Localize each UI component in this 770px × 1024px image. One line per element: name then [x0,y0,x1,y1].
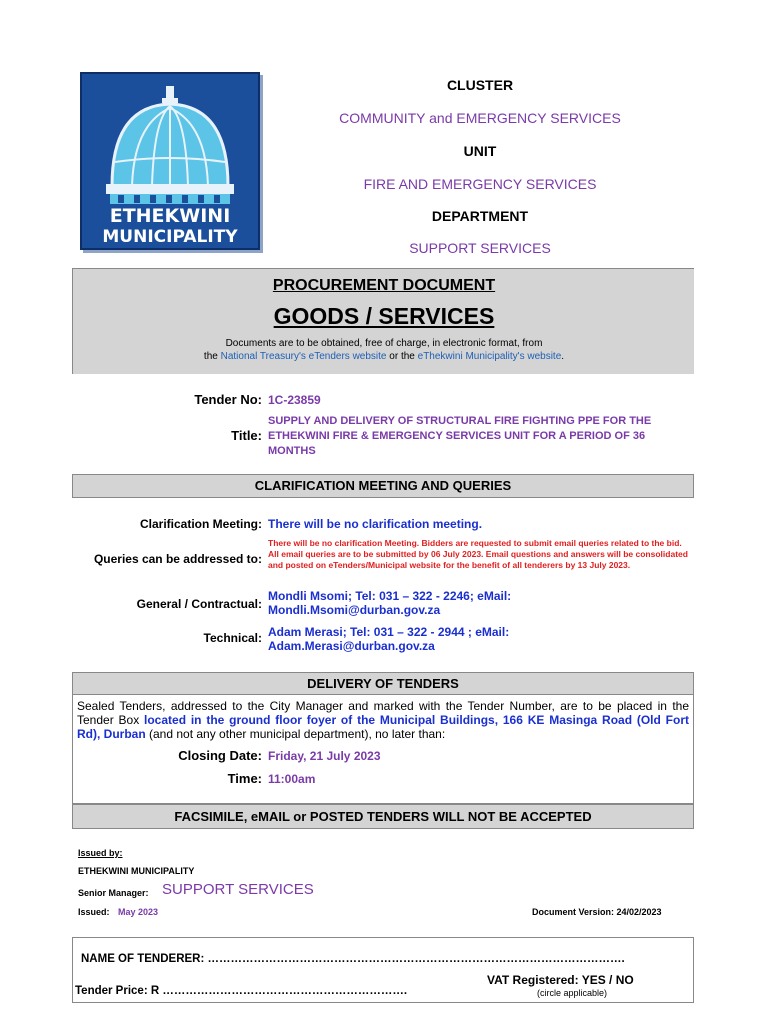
procurement-box [72,268,694,374]
cluster-label: CLUSTER [446,77,514,93]
senior-manager-label: Senior Manager: [78,888,149,898]
time-value: 11:00am [268,772,316,786]
ethekwini-website-link[interactable]: eThekwini Municipality's website [417,351,562,362]
delivery-text-part2: (and not any other municipal department), no later than: [145,727,446,741]
facsimile-notice: FACSIMILE, eMAIL or POSTED TENDERS WILL NOT BE ACCEPTED [72,804,694,829]
doc-note-the: the [203,351,221,362]
delivery-text [77,699,689,741]
time-label: Time: [227,771,262,786]
general-contact-email[interactable]: Mondli.Msomi@durban.gov.za [268,603,441,617]
queries-value: There will be no clarification Meeting. Bidders are requested to submit email queries related to the bid. All email queries are to be submitted by 06 July 2023. Email questions and answers will be consolidated and posted on eTenders/Municipal website for the benefit of all tenderers by 13 July 2023. [268,538,688,570]
tenderer-box [72,937,694,1003]
tender-no-label: Tender No: [194,392,262,407]
issued-date-value: May 2023 [118,907,159,917]
technical-label: Technical: [203,631,262,645]
delivery-heading: DELIVERY OF TENDERS [72,672,694,695]
doc-note-line2 [73,351,695,362]
vat-registered[interactable]: VAT Registered: YES / NO [487,973,634,987]
title-label: Title: [231,428,262,443]
doc-note-line1: Documents are to be obtained, free of charge, in electronic format, from [225,338,543,349]
department-label: DEPARTMENT [431,208,529,224]
issued-date-label: Issued: [78,907,110,917]
clarification-heading: CLARIFICATION MEETING AND QUERIES [72,474,694,498]
tenderer-name-field[interactable]: NAME OF TENDERER: ………………………………………………………………………………………………. [81,953,625,965]
unit-value: FIRE AND EMERGENCY SERVICES [363,176,597,192]
delivery-text-part1: Sealed Tenders, addressed to the City Manager and marked with the Tender Number, are to be placed in the Tender Box [77,699,689,727]
issued-by-label: Issued by: [78,848,123,858]
vat-note: (circle applicable) [537,988,608,998]
technical-contact-line1: Adam Merasi; Tel: 031 – 322 - 2944 ; eMail: [268,625,510,639]
delivery-box [72,694,694,804]
doc-note-or: or the [386,351,418,362]
tender-no-value: 1C-23859 [268,393,321,407]
tender-title-value: SUPPLY AND DELIVERY OF STRUCTURAL FIRE FIGHTING PPE FOR THE ETHEKWINI FIRE & EMERGENCY SERVICES UNIT FOR A PERIOD OF 36 MONTHS [268,415,652,457]
national-treasury-link[interactable]: National Treasury's eTenders website [220,351,387,362]
logo-line1: ETHEKWINI [109,205,231,227]
ethekwini-logo [80,72,260,250]
queries-label: Queries can be addressed to: [93,552,262,566]
clarification-meeting-value: There will be no clarification meeting. [268,517,483,531]
general-contact-line1: Mondli Msomi; Tel: 031 – 322 - 2246; eMail: [268,589,512,603]
unit-label: UNIT [463,143,497,159]
tender-price-field[interactable]: Tender Price: R ………………………………………………………. [75,985,408,997]
technical-contact-email[interactable]: Adam.Merasi@durban.gov.za [268,639,435,653]
document-version: Document Version: 24/02/2023 [532,907,662,917]
issuer-name: ETHEKWINI MUNICIPALITY [78,866,195,876]
closing-date-label: Closing Date: [178,748,262,763]
city-hall-dome-icon [82,74,258,248]
clarification-meeting-label: Clarification Meeting: [139,517,262,531]
procurement-title: PROCUREMENT DOCUMENT [272,277,496,294]
goods-services-title: GOODS / SERVICES [273,303,495,329]
logo-line2: MUNICIPALITY [102,227,238,247]
department-value: SUPPORT SERVICES [409,240,551,256]
doc-note-end: . [561,351,565,362]
closing-date-value: Friday, 21 July 2023 [268,749,381,763]
senior-manager-value: SUPPORT SERVICES [162,881,314,898]
general-contractual-label: General / Contractual: [136,597,262,611]
cluster-value: COMMUNITY and EMERGENCY SERVICES [339,110,621,126]
delivery-location: located in the ground floor foyer of the Municipal Buildings, 166 KE Masinga Road (Old Fort Rd), Durban [77,713,689,741]
